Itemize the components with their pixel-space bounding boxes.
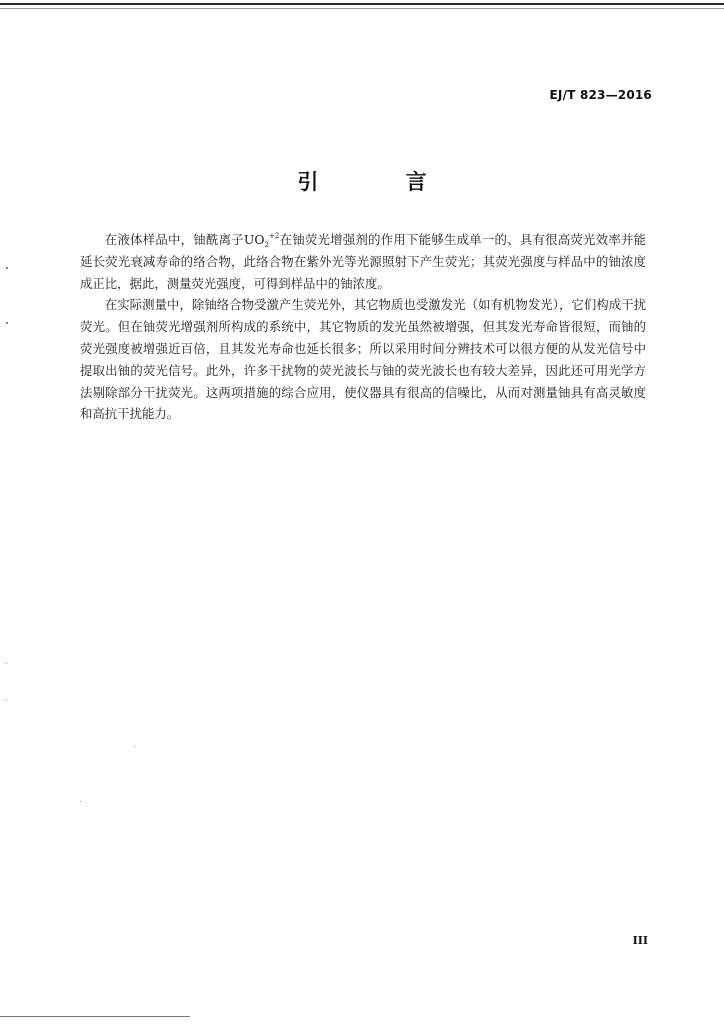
paragraph-1-rest: 在铀荧光增强剂的作用下能够生成单一的、具有很高荧光效率并能延长荧光衰减寿命的络合物，此络合物在紫外光等光源照射下产生荧光；其荧光强度与样品中的铀浓度成正比，据此，测量荧光强度，可得到样品中的铀浓度。 xyxy=(80,232,647,291)
top-border-thin-rule xyxy=(0,8,724,9)
formula-superscript: +2 xyxy=(268,232,280,240)
uranyl-formula xyxy=(244,232,279,247)
page-number: III xyxy=(632,934,648,947)
paragraph-1-lead: 在液体样品中，铀酰离子 xyxy=(104,232,244,247)
paragraph-2: 在实际测量中，除铀络合物受激产生荧光外，其它物质也受激发光（如有机物发光），它们构成干扰荧光。但在铀荧光增强剂所构成的系统中，其它物质的发光虽然被增强，但其发光寿命皆很短，而铀的荧光强度被增强近百倍，且其发光寿命也延长很多；所以采用时间分辨技术可以很方便的从发光信号中提取出铀的荧光信号。此外，许多干扰物的荧光波长与铀的荧光波长也有较大差异，因此还可用光学方法剔除部分干扰荧光。这两项措施的综合应用，使仪器具有很高的信噪比，从而对测量铀具有高灵敏度和高抗干扰能力。 xyxy=(80,297,646,422)
formula-base: UO xyxy=(243,232,265,247)
scan-speck xyxy=(134,746,135,747)
margin-dot xyxy=(6,322,8,324)
scan-speck xyxy=(80,801,81,802)
body-text xyxy=(80,229,646,425)
scan-speck xyxy=(6,700,7,701)
page-title: 引 言 xyxy=(297,170,467,194)
paragraph-1 xyxy=(80,229,646,294)
standard-number: EJ/T 823—2016 xyxy=(549,88,652,102)
margin-dot xyxy=(6,267,8,269)
bottom-scan-rule xyxy=(0,1016,190,1017)
formula-subscript: 2 xyxy=(264,241,269,249)
top-border-rule xyxy=(0,3,724,5)
scan-speck xyxy=(6,663,7,664)
